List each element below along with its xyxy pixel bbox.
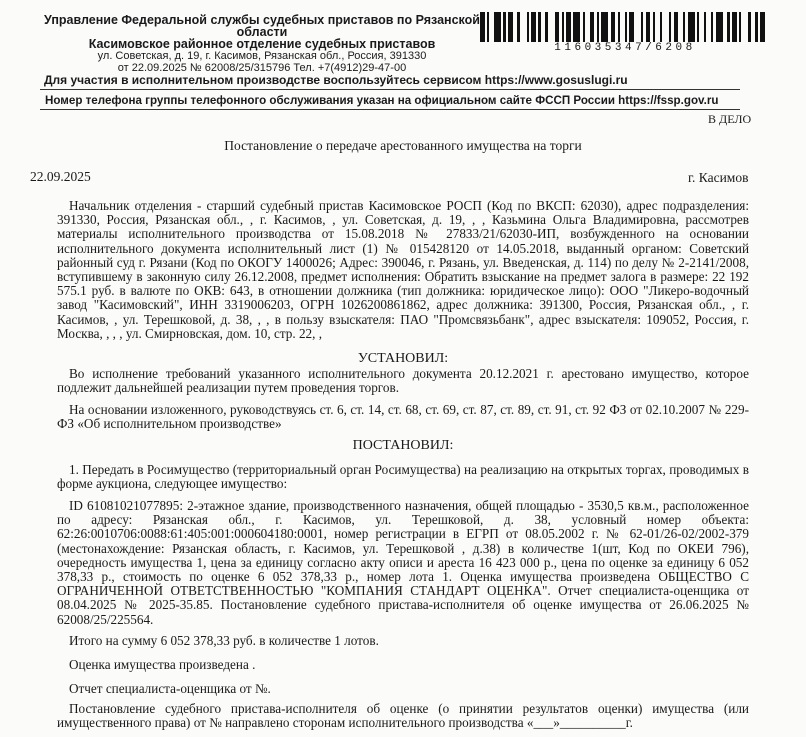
v-delo-mark: В ДЕЛО bbox=[708, 112, 752, 126]
intro-paragraph: Начальник отделения - старший судебный пристав Касимовское РОСП (Код по ВКСП: 62030), адрес подразделения: 391330, Россия, Рязанская обл., , г. Касимов, , ул. Советская, д. 19, , , Казьмина Ольга Владимировна, рассмотрев материалы исполнительного производства от 15.08.2018 № 27833/21/62030-ИП, возбужденного на основании исполнительного документа исполнительный лист (1) № 015428120 от 14.05.2018, выданный органом: Советский районный суд г. Рязани (Код по ОКОГУ 1400026; Адрес: 390046, г. Рязань, ул. Введенская, д. 114) по делу № 2-2141/2008, вступившему в законную силу 26.12.2008, предмет исполнения: Обратить взыскание на предмет залога в размере: 22 192 575.1 руб. в валюте по ОКВ: 643, в отношении должника (тип должника: юридическое лицо): ООО "Ликеро-водочный завод "Касимовский", ИНН 3319006203, ОГРН 1026200861862, адрес должника: 391300, Россия, Рязанская обл., , г. Касимов, , ул. Терешковой, д. 38, , , в пользу взыскателя: ПАО "Промсвязьбанк", адрес взыскателя: 109052, Россия, г. Москва, , , , ул. Смирновская, дом. 10, стр. 22, , bbox=[57, 198, 749, 341]
barcode-number: 116035347/6208 bbox=[554, 42, 696, 54]
final-paragraph: Постановление судебного пристава-исполнителя об оценке (о принятии результатов оценки) имущества (или имущественного права) от № направлено сторонам исполнительного производства «___»__________г. bbox=[57, 701, 749, 731]
postanovil-heading: ПОСТАНОВИЛ: bbox=[352, 438, 454, 453]
postanovil-paragraph-1: 1. Передать в Росимущество (территориальный орган Росимущества) на реализацию на открытых торгах, проводимых в форме аукциона, следующее имущество: bbox=[57, 462, 749, 492]
phone-notice: Номер телефона группы телефонного обслуживания указан на официальном сайте ФССП России https://fssp.gov.ru bbox=[45, 94, 719, 107]
divider-top bbox=[40, 89, 740, 90]
header-line-1: Управление Федеральной службы судебных приставов по Рязанской области bbox=[44, 13, 480, 39]
barcode bbox=[480, 12, 770, 54]
ustanovil-heading: УСТАНОВИЛ: bbox=[357, 351, 449, 366]
ocenka-line: Оценка имущества произведена . bbox=[69, 657, 256, 672]
header-line-2: Касимовское районное отделение судебных приставов bbox=[88, 37, 436, 51]
gosuslugi-notice: Для участия в исполнительном производстве воспользуйтесь сервисом https://www.gosuslugi.ru bbox=[44, 73, 628, 87]
otchet-line: Отчет специалиста-оценщика от №. bbox=[69, 681, 271, 696]
ustanovil-paragraph-2: На основании изложенного, руководствуясь ст. 6, ст. 14, ст. 68, ст. 69, ст. 87, ст. 89, ст. 91, ст. 92 ФЗ от 02.10.2007 № 229-ФЗ «Об исполнительном производстве» bbox=[57, 402, 749, 432]
ustanovil-paragraph-1: Во исполнение требований указанного исполнительного документа 20.12.2021 г. арестовано имущество, которое подлежит дальнейшей реализации путем проведения торгов. bbox=[57, 366, 749, 396]
header-line-4: от 22.09.2025 № 62008/25/315796 Тел. +7(4912)29-47-00 bbox=[117, 62, 407, 74]
barcode-bars bbox=[480, 12, 770, 42]
divider-bottom bbox=[40, 109, 740, 110]
total-line: Итого на сумму 6 052 378,33 руб. в количестве 1 лотов. bbox=[69, 633, 379, 648]
document-date: 22.09.2025 bbox=[30, 169, 91, 184]
header-line-3: ул. Советская, д. 19, г. Касимов, Рязанская обл., Россия, 391330 bbox=[97, 50, 427, 62]
document-city: г. Касимов bbox=[688, 170, 749, 185]
department-header bbox=[30, 14, 494, 74]
document-title: Постановление о передаче арестованного имущества на торги bbox=[224, 138, 582, 153]
property-description: ID 61081021077895: 2-этажное здание, производственного назначения, общей площадью - 3530,5 кв.м., расположенное по адресу: Рязанская обл., г. Касимов, ул. Терешковой, д. 38, условный номер объекта: 62:26:0010706:0088:61:405:001:000604180:0001, номер регистрации в ЕГРП от 08.05.2002 г. № 62-01/26-02/2002-379 (местонахождение: Рязанская область, г. Касимов, ул. Терешковой , д.38) в количестве 1(шт, Код по ОКЕИ 796), очередность имущества 1, цена за единицу согласно акту описи и ареста 16 423 000 р., цена по оценке за единицу 6 052 378,33 р., стоимость по оценке 6 052 378,33 р., номер лота 1. Оценка имущества произведена ОБЩЕСТВО С ОГРАНИЧЕННОЙ ОТВЕТСТВЕННОСТЬЮ "КОМПАНИЯ СТАНДАРТ ОЦЕНКА". Отчет специалиста-оценщика от 08.04.2025 № 2025-35.85. Постановление судебного пристава-исполнителя об оценке имущества от 26.06.2025 № 62008/25/225564. bbox=[57, 498, 749, 627]
